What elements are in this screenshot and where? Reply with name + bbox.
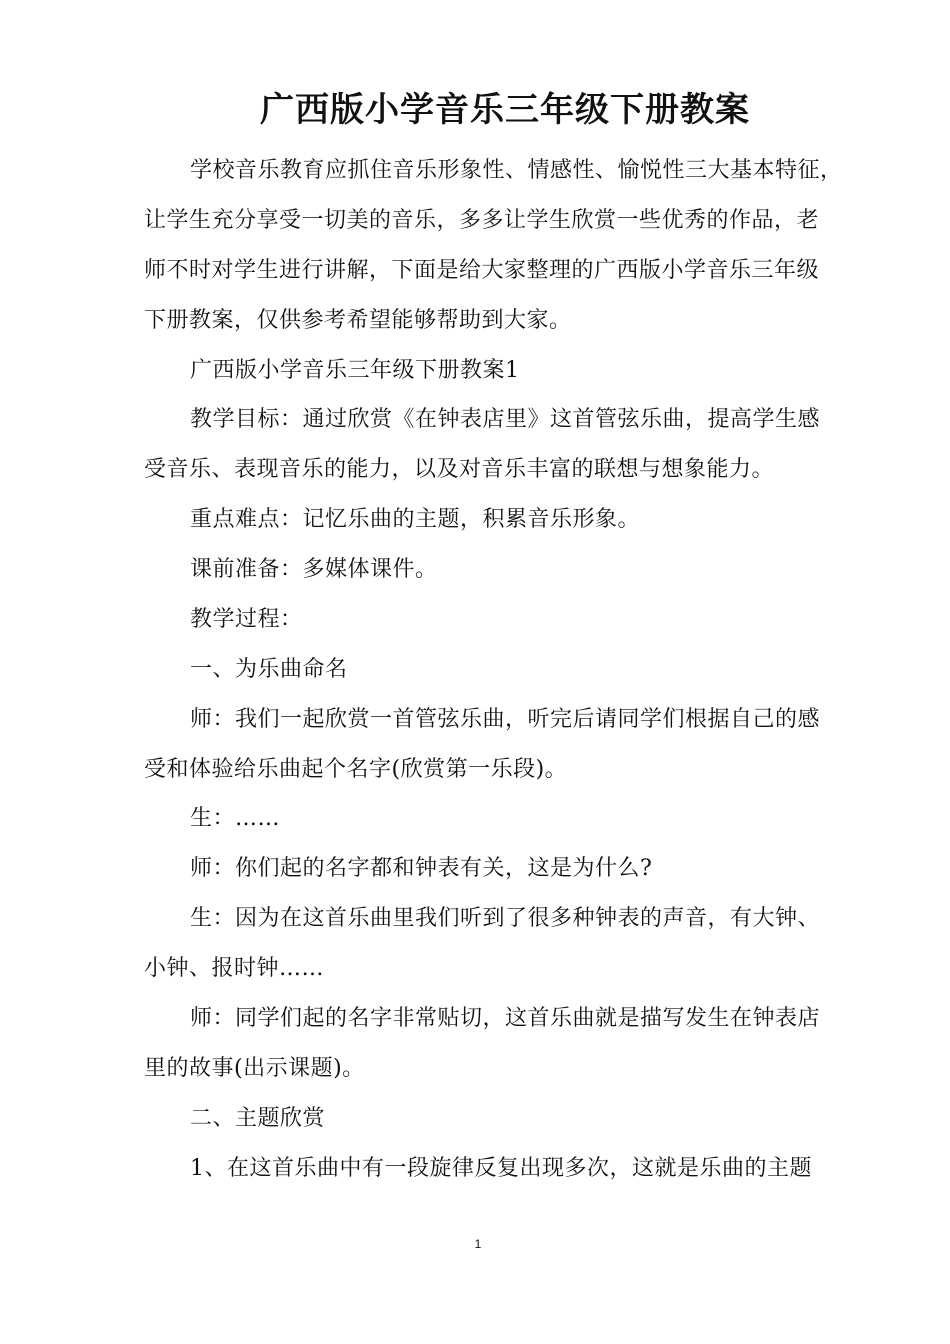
section-heading: 二、主题欣赏 bbox=[190, 1106, 326, 1131]
page-number: 1 bbox=[474, 1237, 482, 1251]
paragraph-line: 让学生充分享受一切美的音乐，多多让学生欣赏一些优秀的作品，老 bbox=[144, 208, 820, 233]
section-heading: 一、为乐曲命名 bbox=[190, 657, 348, 682]
paragraph-line: 重点难点：记忆乐曲的主题，积累音乐形象。 bbox=[190, 507, 641, 532]
paragraph-line: 里的故事(出示课题)。 bbox=[144, 1056, 365, 1081]
paragraph-line: 生：…… bbox=[190, 806, 281, 831]
paragraph-line: 生：因为在这首乐曲里我们听到了很多种钟表的声音，有大钟、 bbox=[190, 906, 821, 931]
paragraph-line: 课前准备：多媒体课件。 bbox=[190, 557, 438, 582]
document-title: 广西版小学音乐三年级下册教案 bbox=[260, 90, 750, 130]
paragraph-line: 教学过程： bbox=[190, 607, 303, 632]
paragraph-line: 师：你们起的名字都和钟表有关，这是为什么? bbox=[190, 856, 653, 881]
paragraph-line: 师不时对学生进行讲解，下面是给大家整理的广西版小学音乐三年级 bbox=[144, 258, 820, 283]
paragraph-line: 小钟、报时钟…… bbox=[144, 956, 325, 981]
paragraph-line: 1、在这首乐曲中有一段旋律反复出现多次，这就是乐曲的主题 bbox=[190, 1156, 812, 1181]
paragraph-line: 学校音乐教育应抓住音乐形象性、情感性、愉悦性三大基本特征， bbox=[190, 158, 843, 183]
section-heading: 广西版小学音乐三年级下册教案1 bbox=[190, 358, 520, 383]
paragraph-line: 受音乐、表现音乐的能力，以及对音乐丰富的联想与想象能力。 bbox=[144, 457, 775, 482]
paragraph-line: 师：同学们起的名字非常贴切，这首乐曲就是描写发生在钟表店 bbox=[190, 1006, 821, 1031]
paragraph-line: 下册教案，仅供参考希望能够帮助到大家。 bbox=[144, 308, 572, 333]
paragraph-line: 教学目标：通过欣赏《在钟表店里》这首管弦乐曲，提高学生感 bbox=[190, 407, 821, 432]
paragraph-line: 受和体验给乐曲起个名字(欣赏第一乐段)。 bbox=[144, 757, 568, 782]
paragraph-line: 师：我们一起欣赏一首管弦乐曲，听完后请同学们根据自己的感 bbox=[190, 707, 821, 732]
